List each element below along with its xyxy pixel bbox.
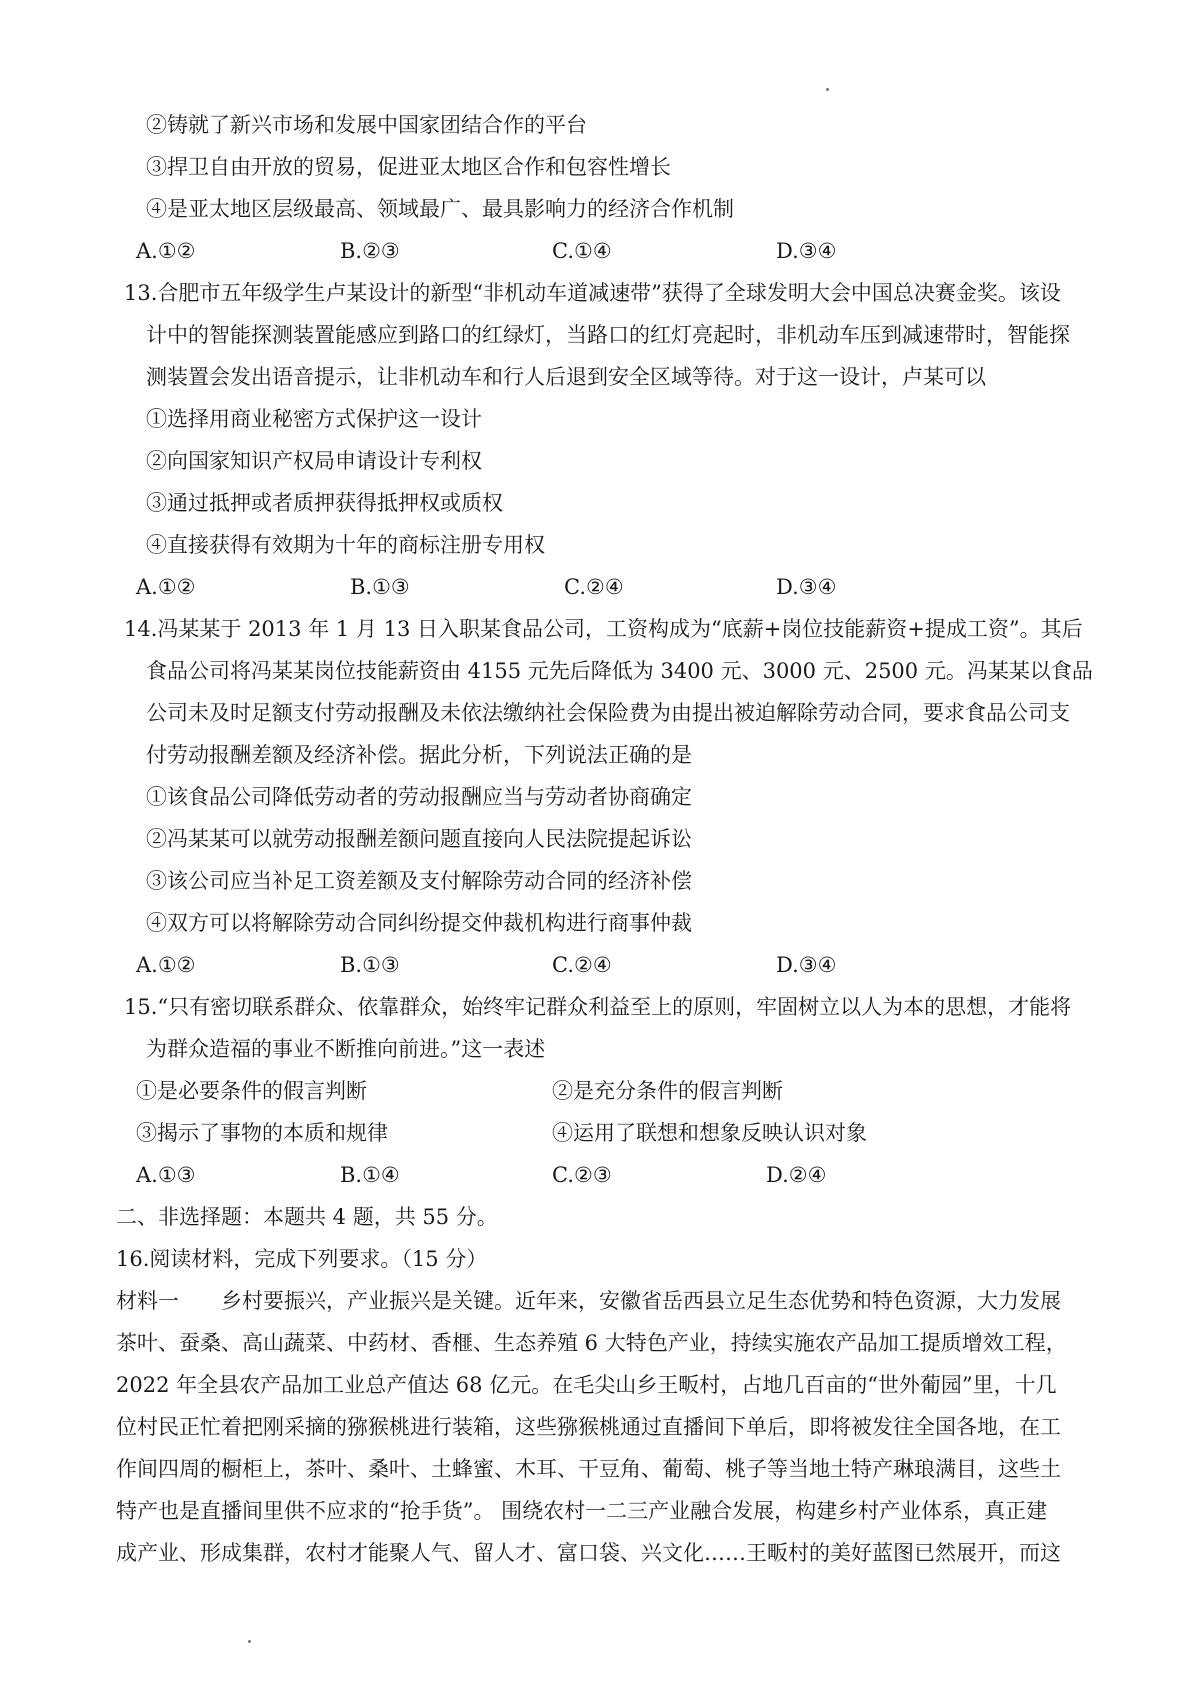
q13-item-4: ④直接获得有效期为十年的商标注册专用权: [146, 533, 545, 557]
q14-option-c: C.②④: [552, 953, 612, 977]
q15-item-4: ④运用了联想和想象反映认识对象: [552, 1121, 867, 1145]
q14-item-2: ②冯某某可以就劳动报酬差额问题直接向人民法院提起诉讼: [146, 827, 692, 851]
q13-stem-line-3: 测装置会发出语音提示，让非机动车和行人后退到安全区域等待。对于这一设计，卢某可以: [146, 365, 986, 389]
q16-material-line-3: 2022 年全县农产品加工业总产值达 68 亿元。在毛尖山乡王畈村，占地几百亩的“世外葡园”里，十几: [116, 1373, 1057, 1397]
q12-item-4: ④是亚太地区层级最高、领域最广、最具影响力的经济合作机制: [146, 197, 734, 221]
q16-material-line-6: 特产也是直播间里供不应求的“抢手货”。 围绕农村一二三产业融合发展，构建乡村产业体系，真正建: [116, 1499, 1048, 1523]
q12-item-3: ③捍卫自由开放的贸易，促进亚太地区合作和包容性增长: [146, 155, 671, 179]
q13-option-a: A.①②: [136, 575, 196, 599]
q13-item-1: ①选择用商业秘密方式保护这一设计: [146, 407, 482, 431]
q13-option-b: B.①③: [350, 575, 410, 599]
q13-item-2: ②向国家知识产权局申请设计专利权: [146, 449, 482, 473]
q15-option-a: A.①③: [136, 1163, 196, 1187]
scan-speck: [248, 1640, 251, 1643]
q12-option-a: A.①②: [136, 239, 196, 263]
q14-stem-line-4: 付劳动报酬差额及经济补偿。据此分析，下列说法正确的是: [146, 743, 692, 767]
q14-stem-line-2: 食品公司将冯某某岗位技能薪资由 4155 元先后降低为 3400 元、3000 元、2500 元。冯某某以食品: [146, 659, 1093, 683]
q13-item-3: ③通过抵押或者质押获得抵押权或质权: [146, 491, 503, 515]
q14-stem-line-3: 公司未及时足额支付劳动报酬及未依法缴纳社会保险费为由提出被迫解除劳动合同，要求食品公司支: [146, 701, 1070, 725]
q16-material-line-4: 位村民正忙着把刚采摘的猕猴桃进行装箱，这些猕猴桃通过直播间下单后，即将被发往全国各地，在工: [116, 1415, 1061, 1439]
q15-stem-line-2: 为群众造福的事业不断推向前进。”这一表述: [146, 1037, 546, 1061]
q15-stem-line-1: 15.“只有密切联系群众、依靠群众，始终牢记群众利益至上的原则，牢固树立以人为本的思想，才能将: [124, 995, 1072, 1019]
q14-item-4: ④双方可以将解除劳动合同纠纷提交仲裁机构进行商事仲裁: [146, 911, 692, 935]
q13-option-d: D.③④: [776, 575, 837, 599]
q14-stem-line-1: 14.冯某某于 2013 年 1 月 13 日入职某食品公司，工资构成为“底薪+岗位技能薪资+提成工资”。其后: [124, 617, 1083, 641]
q16-title: 16.阅读材料，完成下列要求。（15 分）: [116, 1247, 488, 1271]
q13-option-c: C.②④: [564, 575, 624, 599]
q15-item-2: ②是充分条件的假言判断: [552, 1079, 783, 1103]
q15-item-1: ①是必要条件的假言判断: [136, 1079, 367, 1103]
q12-item-2: ②铸就了新兴市场和发展中国家团结合作的平台: [146, 113, 587, 137]
q16-material-line-2: 茶叶、蚕桑、高山蔬菜、中药材、香榧、生态养殖 6 大特色产业，持续实施农产品加工提质增效工程，: [116, 1331, 1067, 1355]
q16-material-line-5: 作间四周的橱柜上，茶叶、桑叶、土蜂蜜、木耳、干豆角、葡萄、桃子等当地土特产琳琅满目，这些土: [116, 1457, 1061, 1481]
q15-option-d: D.②④: [766, 1163, 827, 1187]
q14-item-3: ③该公司应当补足工资差额及支付解除劳动合同的经济补偿: [146, 869, 692, 893]
q16-material-line-7: 成产业、形成集群，农村才能聚人气、留人才、富口袋、兴文化……王畈村的美好蓝图已然展开，而这: [116, 1541, 1061, 1565]
q15-option-c: C.②③: [552, 1163, 612, 1187]
q13-stem-line-1: 13.合肥市五年级学生卢某设计的新型“非机动车道减速带”获得了全球发明大会中国总决赛金奖。该设: [124, 281, 1061, 305]
q12-option-c: C.①④: [552, 239, 612, 263]
q14-option-d: D.③④: [776, 953, 837, 977]
q15-item-3: ③揭示了事物的本质和规律: [136, 1121, 388, 1145]
q12-option-b: B.②③: [340, 239, 400, 263]
q13-stem-line-2: 计中的智能探测装置能感应到路口的红绿灯，当路口的红灯亮起时，非机动车压到减速带时，智能探: [146, 323, 1070, 347]
q12-option-d: D.③④: [776, 239, 837, 263]
scan-speck: [826, 88, 829, 91]
q14-option-a: A.①②: [136, 953, 196, 977]
section-heading: 二、非选择题：本题共 4 题，共 55 分。: [116, 1205, 498, 1229]
q14-item-1: ①该食品公司降低劳动者的劳动报酬应当与劳动者协商确定: [146, 785, 692, 809]
q14-option-b: B.①③: [340, 953, 400, 977]
q16-material-line-1: 材料一 乡村要振兴，产业振兴是关键。近年来，安徽省岳西县立足生态优势和特色资源，大力发展: [116, 1289, 1061, 1313]
q15-option-b: B.①④: [340, 1163, 400, 1187]
